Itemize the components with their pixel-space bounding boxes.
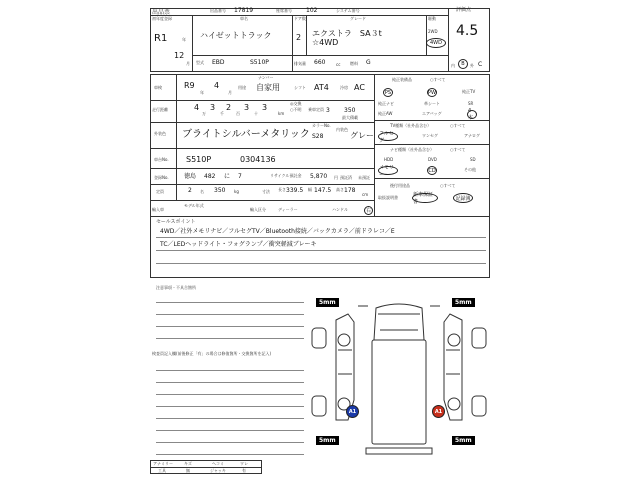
plate-label: 登録No. xyxy=(154,175,169,180)
inspection-month-unit: 月 xyxy=(228,90,232,95)
damage-mark-left-code: A1 xyxy=(348,408,357,415)
ac-label: 冷房 xyxy=(340,85,348,90)
later-record: 記録簿 xyxy=(453,193,473,203)
color-code-value: S28 xyxy=(312,133,324,140)
equip-title: 純正装備品 xyxy=(392,77,412,82)
tv-title: TV種類（社外品含む） xyxy=(390,123,432,128)
month-unit: 月 xyxy=(186,61,190,66)
grade-value: エクストラ SA３t xyxy=(312,29,382,38)
chassis-num: 0304136 xyxy=(240,155,276,164)
cap-unit: 名 xyxy=(200,189,204,194)
fuel-value: G xyxy=(366,59,371,66)
use-note: ナンバー xyxy=(258,75,274,80)
tread-rear-right: 5mm xyxy=(452,436,475,445)
nav-other: その他 xyxy=(464,167,476,172)
wid-label: 幅 xyxy=(308,187,312,192)
sub-grade-value-2: C xyxy=(478,61,483,68)
inspection-year-unit: 年 xyxy=(200,90,204,95)
tread-rear-left: 5mm xyxy=(316,436,339,445)
mileage-unit-2: 千 xyxy=(220,111,224,116)
chassis-label: 車台No. xyxy=(154,157,169,162)
mileage-digit-4: 3 xyxy=(244,103,250,112)
nav-memory: メモリー xyxy=(378,166,398,175)
recycle-status-2: 未預託 xyxy=(358,175,370,180)
cap-value: 2 xyxy=(188,187,192,194)
disp-label: 排気量 xyxy=(294,61,306,66)
mileage-digit-1: 4 xyxy=(194,103,200,112)
damage-mark-left xyxy=(346,405,359,418)
system-label: システム番号 xyxy=(336,8,360,13)
mileage-unit-3: 百 xyxy=(236,111,240,116)
inspector-label: 検査員記入欄(前後修正「有」の場合は修復箇所・交換箇所を記入) xyxy=(152,351,272,356)
selling-label: セールスポイント xyxy=(156,219,196,225)
mileage-unit: km xyxy=(278,111,285,116)
year-unit: 年 xyxy=(182,37,186,42)
seat-label: 座席番号 xyxy=(276,8,292,13)
truck-diagram xyxy=(308,300,490,456)
equip-airbag: エアバッグ xyxy=(422,111,442,116)
len-value: 339.5 xyxy=(286,187,304,194)
equip-sr: SR xyxy=(468,101,474,106)
year-era: R1 xyxy=(154,33,168,44)
equip-choice: ○すべて xyxy=(430,77,446,82)
year-label: 初年度登録 xyxy=(152,16,172,21)
inspection-sheet xyxy=(150,8,490,474)
max-load-label: 最大積載 xyxy=(342,115,358,120)
dims-unit: cm xyxy=(362,192,369,197)
later-title: 後付用途品 xyxy=(390,183,410,188)
name-value: ハイゼットトラック xyxy=(200,31,272,40)
recycle-value: 5,870 xyxy=(310,173,328,180)
load-unit: kg xyxy=(234,189,239,194)
seat-value: 102 xyxy=(306,7,318,14)
mileage-choice-2: ○不明 xyxy=(290,107,302,112)
later-choice: ○すべて xyxy=(440,183,456,188)
legend-r2-c2: 無 xyxy=(186,468,190,473)
tv-oneseg: ワンセグ xyxy=(422,133,438,138)
plate-num: 7 xyxy=(238,173,242,180)
color-value: ブライトシルバーメタリック xyxy=(182,129,310,140)
selling-line-2: TC／LEDヘッドライト・フォグランプ／衝突軽減ブレーキ xyxy=(160,241,317,248)
legend-r2-c3: ジャッキ xyxy=(210,468,226,473)
selling-line-1: 4WD／社外メモリナビ／フルセグTV／Bluetooth接続／バックカメラ／前ドラレコ／E xyxy=(160,228,395,235)
month-value: 12 xyxy=(174,51,185,60)
damage-mark-right xyxy=(432,405,445,418)
hgt-value: 178 xyxy=(344,187,356,194)
equip-nav: 純正ナビ xyxy=(378,101,394,106)
use-value: 自家用 xyxy=(256,83,280,92)
nav-title: ナビ種類（社外品含む） xyxy=(390,147,434,152)
mileage-digit-3: 2 xyxy=(226,103,232,112)
color-code-label: カラーNo. xyxy=(312,123,331,128)
legend-r1-c1: アナミリー xyxy=(153,461,173,466)
nav-choice: ○すべて xyxy=(450,147,466,152)
import-label: 輸入車 xyxy=(152,207,164,212)
equip-aw: 純正AW xyxy=(378,111,393,116)
drive-label: 駆動 xyxy=(428,16,436,21)
equip-pw: PW xyxy=(428,89,436,96)
interior-value: グレー xyxy=(350,131,374,140)
legend-r2-c1: 工具 xyxy=(158,468,166,473)
nav-sd: SD xyxy=(470,157,476,162)
drive-2wd: 2WD xyxy=(428,29,438,34)
equip-aw-count: 4本 xyxy=(467,110,477,119)
sub-grade-label-1: 内 xyxy=(451,63,455,68)
legend-r1-c2: キズ xyxy=(184,461,192,466)
dealer-label: ディーラー xyxy=(278,207,298,212)
seats-value: 3 xyxy=(326,107,330,114)
grade-value-2: ☆4WD xyxy=(312,38,339,47)
equip-ps: PS xyxy=(384,89,392,96)
handle-value: 右 xyxy=(365,208,371,214)
legend-r2-c4: 有 xyxy=(242,468,246,473)
handle-label: ハンドル xyxy=(332,207,348,212)
mileage-digit-2: 3 xyxy=(210,103,216,112)
drive-4wd-circle xyxy=(426,38,446,48)
equip-tv: 純正TV xyxy=(462,89,476,94)
doors-label: ドア数 xyxy=(294,16,306,21)
score-label: 評価点 xyxy=(456,7,472,13)
cap-label: 定員 xyxy=(156,189,164,194)
damage-mark-right-code: A1 xyxy=(434,408,443,415)
wid-value: 147.5 xyxy=(314,187,332,194)
interior-label: 内装色 xyxy=(336,127,348,132)
mileage-label: 走行距離 xyxy=(152,107,168,112)
disp-value: 660 xyxy=(314,59,326,66)
mileage-unit-4: 十 xyxy=(254,111,258,116)
mileage-digit-5: 3 xyxy=(262,103,268,112)
mileage-unit-1: 万 xyxy=(202,111,206,116)
legend-r1-c4: ワレ xyxy=(240,461,248,466)
tv-analog: アナログ xyxy=(464,133,480,138)
grade-label: グレード xyxy=(350,16,366,21)
caution-label: 注意事項・不具合箇所 xyxy=(156,285,196,290)
sub-grade-label-2: 外 xyxy=(470,63,474,68)
inspection-month: 4 xyxy=(214,81,220,90)
recycle-status: 預託済 xyxy=(340,175,352,180)
lot-value: 17819 xyxy=(234,7,254,14)
doors-value: 2 xyxy=(296,33,302,42)
nav-hdd: HDD xyxy=(384,157,394,162)
plate-kana: に xyxy=(224,173,231,180)
tread-front-left: 5mm xyxy=(316,298,339,307)
inspection-value: R9 xyxy=(184,81,195,90)
plate-class: 482 xyxy=(204,173,216,180)
model-label: 型式 xyxy=(196,60,204,65)
ac-value: AC xyxy=(354,83,365,92)
hgt-label: 高さ xyxy=(336,187,344,192)
shift-value: AT4 xyxy=(314,83,329,92)
inspection-label: 車検 xyxy=(154,85,162,90)
lot-label: 出品番号 xyxy=(210,8,226,13)
later-warranty: 新車保証書 xyxy=(412,193,438,203)
later-manual: 取扱説明書 xyxy=(378,195,398,200)
plate-region: 徳島 xyxy=(184,173,197,180)
chassis-value: S510P xyxy=(186,155,212,164)
sub-grade-value-1: B xyxy=(458,59,468,69)
recycle-unit: 円 xyxy=(334,175,338,180)
color-label: 外装色 xyxy=(154,131,166,136)
import-kind-label: 輸入区分 xyxy=(250,207,266,212)
score-value: 4.5 xyxy=(456,23,479,39)
use-label: 用途 xyxy=(238,85,246,90)
fuel-label: 燃料 xyxy=(350,61,358,66)
legend-r1-c3: ヘコミ xyxy=(212,461,224,466)
model-value: S510P xyxy=(250,59,269,66)
tv-fullseg: フルセグ xyxy=(378,132,398,141)
seats-label: 乗車定員 xyxy=(308,107,324,112)
model-year-label: モデル年式 xyxy=(184,203,204,208)
tv-choice: ○すべて xyxy=(450,123,466,128)
nav-cd: CD xyxy=(428,167,436,174)
shift-label: シフト xyxy=(294,85,306,90)
tread-front-right: 5mm xyxy=(452,298,475,307)
sheet-title: 出品票 xyxy=(152,9,171,16)
max-load-value: 350 xyxy=(344,107,356,114)
load-2-value: 350 xyxy=(214,187,226,194)
dims-label: 寸法 xyxy=(262,189,270,194)
equip-leather: 革シート xyxy=(424,101,440,106)
len-label: 長さ xyxy=(278,187,286,192)
recycle-label: リサイクル預託金 xyxy=(270,173,302,178)
drive-4wd: 4WD xyxy=(430,40,442,46)
mileage-choice: ◎交換 xyxy=(290,101,302,106)
disp-unit: cc xyxy=(336,62,341,67)
nav-dvd: DVD xyxy=(428,157,437,162)
name-label: 車名 xyxy=(240,16,248,21)
model-prefix: EBD xyxy=(212,59,225,66)
